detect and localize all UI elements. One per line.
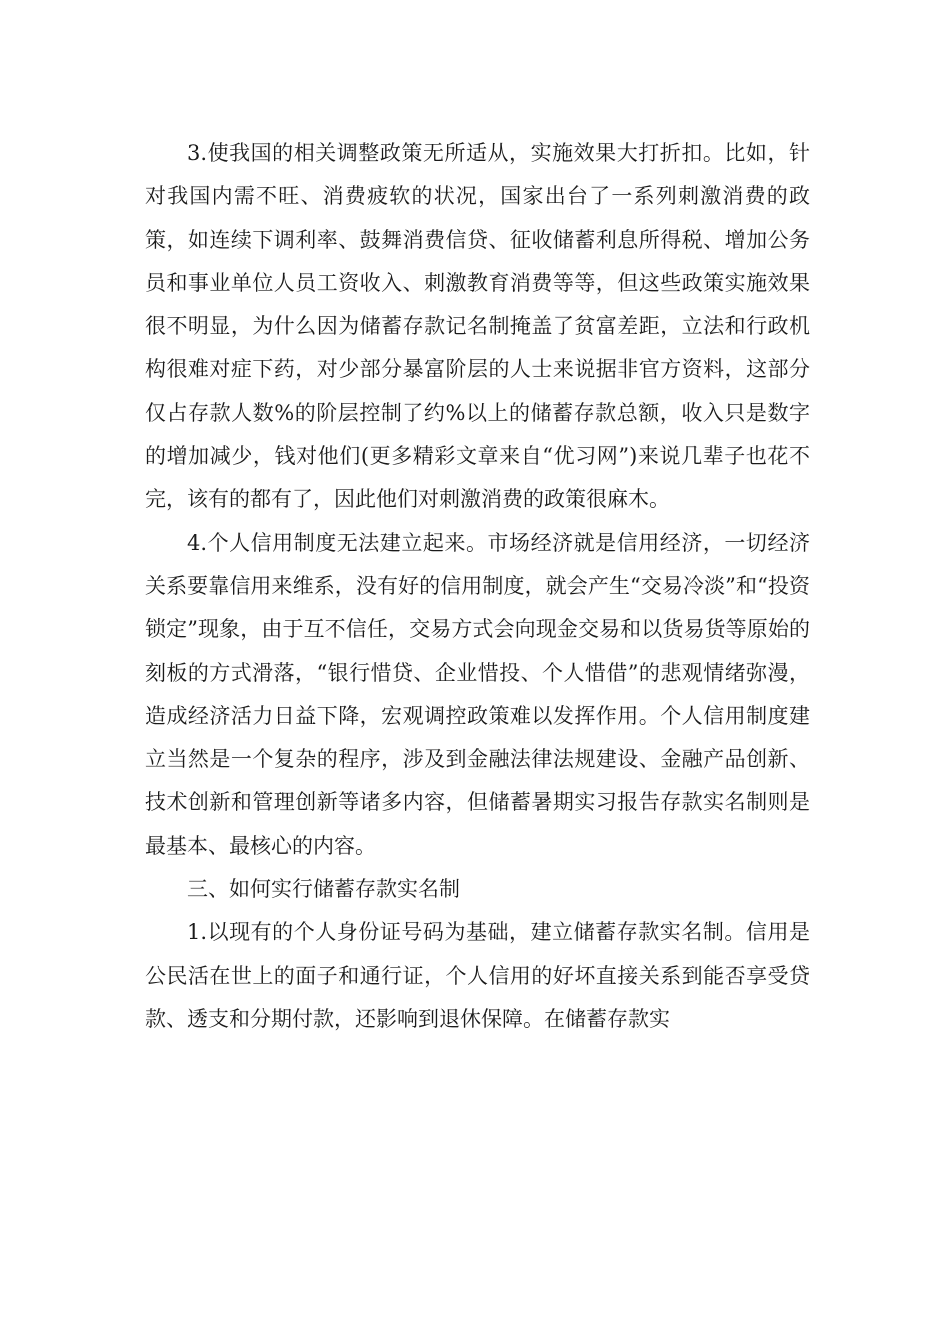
paragraph-item-1: 1.以现有的个人身份证号码为基础，建立储蓄存款实名制。信用是公民活在世上的面子和通行证，个人信用的好坏直接关系到能否享受贷款、透支和分期付款，还影响到退休保障。在储蓄存款实	[145, 920, 810, 1031]
paragraph-item-3: 3.使我国的相关调整政策无所适从，实施效果大打折扣。比如，针对我国内需不旺、消费疲软的状况，国家出台了一系列刺激消费的政策，如连续下调利率、鼓舞消费信贷、征收储蓄利息所得税、增加公务员和事业单位人员工资收入、刺激教育消费等等，但这些政策实施效果很不明显，为什么因为储蓄存款记名制掩盖了贫富差距，立法和行政机构很难对症下药，对少部分暴富阶层的人士来说据非官方资料，这部分仅占存款人数%的阶层控制了约%以上的储蓄存款总额，收入只是数字的增加减少，钱对他们(更多精彩文章来自“优习网”)来说几辈子也花不完，该有的都有了，因此他们对刺激消费的政策很麻木。	[145, 141, 810, 512]
document-body	[145, 132, 810, 1041]
paragraph-item-4: 4.个人信用制度无法建立起来。市场经济就是信用经济，一切经济关系要靠信用来维系，没有好的信用制度，就会产生“交易冷淡”和“投资锁定”现象，由于互不信任，交易方式会向现金交易和以货易货等原始的刻板的方式滑落，“银行惜贷、企业惜投、个人惜借”的悲观情绪弥漫，造成经济活力日益下降，宏观调控政策难以发挥作用。个人信用制度建立当然是一个复杂的程序，涉及到金融法律法规建设、金融产品创新、技术创新和管理创新等诸多内容，但储蓄暑期实习报告存款实名制则是最基本、最核心的内容。	[145, 530, 810, 858]
section-heading: 三、如何实行储蓄存款实名制	[187, 877, 460, 902]
